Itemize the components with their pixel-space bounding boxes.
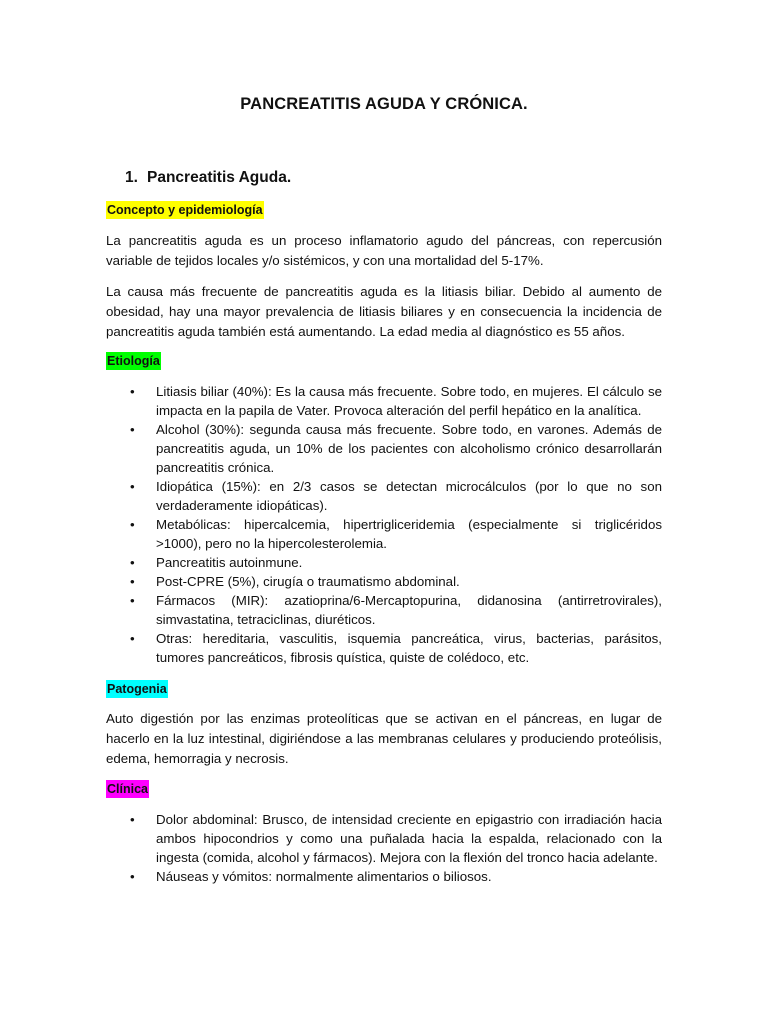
list-item-text: Otras: hereditaria, vasculitis, isquemia pancreática, virus, bacterias, parásitos, tumores pancreáticos, fibrosis quística, quiste de colédoco, etc. bbox=[156, 631, 662, 665]
heading-etiologia: Etiología bbox=[107, 354, 160, 368]
list-item-text: Metabólicas: hipercalcemia, hipertrigliceridemia (especialmente si triglicéridos >1000), pero no la hipercolesterolemia. bbox=[156, 517, 662, 551]
section-heading bbox=[125, 169, 291, 187]
list-item bbox=[106, 810, 662, 867]
heading-concepto: Concepto y epidemiología bbox=[107, 203, 263, 217]
bullet-icon: • bbox=[130, 555, 135, 570]
heading-clinica: Clínica bbox=[107, 782, 148, 796]
bullet-icon: • bbox=[130, 593, 135, 608]
list-item-text: Náuseas y vómitos: normalmente alimentarios o biliosos. bbox=[156, 869, 492, 884]
bullet-icon: • bbox=[130, 574, 135, 589]
bullet-icon: • bbox=[130, 517, 135, 532]
list-item bbox=[106, 515, 662, 553]
clinica-list bbox=[106, 810, 662, 886]
list-item bbox=[106, 420, 662, 477]
list-item-text: Fármacos (MIR): azatioprina/6-Mercaptopurina, didanosina (antirretrovirales), simvastatina, tetraciclinas, diuréticos. bbox=[156, 593, 662, 627]
list-item bbox=[106, 572, 662, 591]
section-title: Pancreatitis Aguda. bbox=[147, 169, 292, 186]
document-title: PANCREATITIS AGUDA Y CRÓNICA. bbox=[240, 95, 528, 113]
list-item-text: Idiopática (15%): en 2/3 casos se detectan microcálculos (por lo que no son verdaderamente idiopáticas). bbox=[156, 479, 662, 513]
bullet-icon: • bbox=[130, 479, 135, 494]
bullet-icon: • bbox=[130, 422, 135, 437]
paragraph-concepto-2: La causa más frecuente de pancreatitis aguda es la litiasis biliar. Debido al aumento de obesidad, hay una mayor prevalencia de litiasis biliares y en consecuencia la incidencia de pancreatitis aguda también está aumentando. La edad media al diagnóstico es 55 años. bbox=[106, 284, 662, 339]
bullet-icon: • bbox=[130, 631, 135, 646]
section-number: 1. bbox=[125, 169, 138, 186]
list-item bbox=[106, 591, 662, 629]
bullet-icon: • bbox=[130, 384, 135, 399]
list-item bbox=[106, 477, 662, 515]
list-item bbox=[106, 553, 662, 572]
list-item bbox=[106, 867, 662, 886]
list-item bbox=[106, 629, 662, 667]
bullet-icon: • bbox=[130, 869, 135, 884]
heading-patogenia: Patogenia bbox=[107, 682, 167, 696]
list-item-text: Post-CPRE (5%), cirugía o traumatismo abdominal. bbox=[156, 574, 460, 589]
list-item-text: Pancreatitis autoinmune. bbox=[156, 555, 303, 570]
list-item-text: Dolor abdominal: Brusco, de intensidad creciente en epigastrio con irradiación hacia ambos hipocondrios y como una puñalada hacia la espalda, relacionado con la ingesta (comida, alcohol y fármacos). Mejora con la flexión del tronco hacia adelante. bbox=[156, 812, 662, 865]
list-item-text: Alcohol (30%): segunda causa más frecuente. Sobre todo, en varones. Además de pancreatitis aguda, un 10% de los pacientes con alcoholismo crónico desarrollarán pancreatitis crónica. bbox=[156, 422, 662, 475]
paragraph-patogenia: Auto digestión por las enzimas proteolíticas que se activan en el páncreas, en lugar de hacerlo en la luz intestinal, digiriéndose a las membranas celulares y produciendo proteólisis, edema, hemorragia y necrosis. bbox=[106, 711, 662, 766]
list-item bbox=[106, 382, 662, 420]
bullet-icon: • bbox=[130, 812, 135, 827]
list-item-text: Litiasis biliar (40%): Es la causa más frecuente. Sobre todo, en mujeres. El cálculo se impacta en la papila de Vater. Provoca alteración del perfil hepático en la analítica. bbox=[156, 384, 662, 418]
etiologia-list bbox=[106, 382, 662, 667]
paragraph-concepto-1: La pancreatitis aguda es un proceso inflamatorio agudo del páncreas, con repercusión variable de tejidos locales y/o sistémicos, y con una mortalidad del 5-17%. bbox=[106, 233, 662, 268]
